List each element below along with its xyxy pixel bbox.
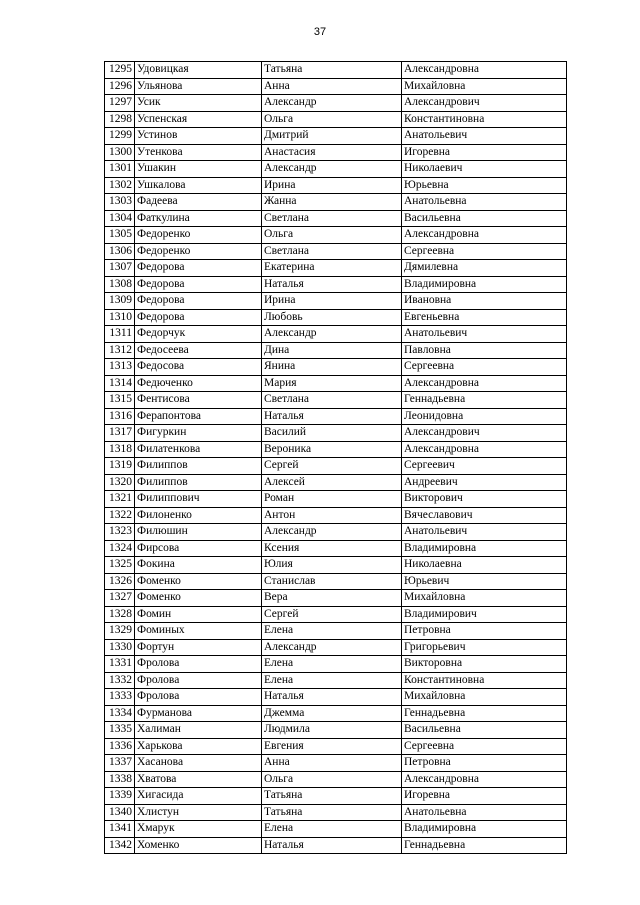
patronymic-cell: Александровна xyxy=(402,375,567,392)
last-name-cell: Фролова xyxy=(135,689,262,706)
row-number-cell: 1321 xyxy=(105,491,135,508)
row-number-cell: 1325 xyxy=(105,557,135,574)
last-name-cell: Федоренко xyxy=(135,243,262,260)
first-name-cell: Александр xyxy=(262,524,402,541)
last-name-cell: Ушакин xyxy=(135,161,262,178)
patronymic-cell: Николаевич xyxy=(402,161,567,178)
row-number-cell: 1301 xyxy=(105,161,135,178)
table-row xyxy=(105,639,567,656)
row-number-cell: 1307 xyxy=(105,260,135,277)
last-name-cell: Филиппович xyxy=(135,491,262,508)
row-number-cell: 1323 xyxy=(105,524,135,541)
last-name-cell: Хватова xyxy=(135,771,262,788)
name-list-body xyxy=(105,62,567,854)
row-number-cell: 1318 xyxy=(105,441,135,458)
first-name-cell: Антон xyxy=(262,507,402,524)
patronymic-cell: Константиновна xyxy=(402,111,567,128)
first-name-cell: Елена xyxy=(262,821,402,838)
row-number-cell: 1339 xyxy=(105,788,135,805)
patronymic-cell: Вячеславович xyxy=(402,507,567,524)
first-name-cell: Александр xyxy=(262,326,402,343)
first-name-cell: Татьяна xyxy=(262,788,402,805)
patronymic-cell: Игоревна xyxy=(402,144,567,161)
last-name-cell: Хасанова xyxy=(135,755,262,772)
last-name-cell: Харькова xyxy=(135,738,262,755)
patronymic-cell: Владимировна xyxy=(402,276,567,293)
row-number-cell: 1313 xyxy=(105,359,135,376)
patronymic-cell: Владимировна xyxy=(402,540,567,557)
patronymic-cell: Юрьевна xyxy=(402,177,567,194)
last-name-cell: Фокина xyxy=(135,557,262,574)
last-name-cell: Филатенкова xyxy=(135,441,262,458)
last-name-cell: Фаткулина xyxy=(135,210,262,227)
last-name-cell: Удовицкая xyxy=(135,62,262,79)
table-row xyxy=(105,293,567,310)
table-row xyxy=(105,111,567,128)
table-row xyxy=(105,557,567,574)
row-number-cell: 1326 xyxy=(105,573,135,590)
patronymic-cell: Александровна xyxy=(402,62,567,79)
table-row xyxy=(105,804,567,821)
table-row xyxy=(105,408,567,425)
row-number-cell: 1297 xyxy=(105,95,135,112)
first-name-cell: Ольга xyxy=(262,227,402,244)
row-number-cell: 1322 xyxy=(105,507,135,524)
table-row xyxy=(105,689,567,706)
patronymic-cell: Петровна xyxy=(402,623,567,640)
page-number: 37 xyxy=(313,26,327,38)
first-name-cell: Наталья xyxy=(262,276,402,293)
table-row xyxy=(105,771,567,788)
row-number-cell: 1300 xyxy=(105,144,135,161)
table-row xyxy=(105,524,567,541)
first-name-cell: Елена xyxy=(262,672,402,689)
first-name-cell: Анастасия xyxy=(262,144,402,161)
table-row xyxy=(105,309,567,326)
patronymic-cell: Александрович xyxy=(402,425,567,442)
table-row xyxy=(105,837,567,854)
table-row xyxy=(105,243,567,260)
patronymic-cell: Павловна xyxy=(402,342,567,359)
row-number-cell: 1298 xyxy=(105,111,135,128)
last-name-cell: Фортун xyxy=(135,639,262,656)
first-name-cell: Станислав xyxy=(262,573,402,590)
table-row xyxy=(105,392,567,409)
last-name-cell: Федорова xyxy=(135,276,262,293)
first-name-cell: Вера xyxy=(262,590,402,607)
first-name-cell: Александр xyxy=(262,95,402,112)
patronymic-cell: Геннадьевна xyxy=(402,837,567,854)
last-name-cell: Филиппов xyxy=(135,458,262,475)
table-row xyxy=(105,474,567,491)
last-name-cell: Федюченко xyxy=(135,375,262,392)
patronymic-cell: Анатольевич xyxy=(402,326,567,343)
table-row xyxy=(105,788,567,805)
last-name-cell: Федорова xyxy=(135,293,262,310)
table-row xyxy=(105,194,567,211)
patronymic-cell: Евгеньевна xyxy=(402,309,567,326)
row-number-cell: 1308 xyxy=(105,276,135,293)
last-name-cell: Хлистун xyxy=(135,804,262,821)
table-row xyxy=(105,260,567,277)
table-row xyxy=(105,705,567,722)
table-row xyxy=(105,606,567,623)
patronymic-cell: Леонидовна xyxy=(402,408,567,425)
patronymic-cell: Юрьевич xyxy=(402,573,567,590)
last-name-cell: Федосова xyxy=(135,359,262,376)
row-number-cell: 1324 xyxy=(105,540,135,557)
table-row xyxy=(105,441,567,458)
first-name-cell: Елена xyxy=(262,623,402,640)
row-number-cell: 1331 xyxy=(105,656,135,673)
patronymic-cell: Михайловна xyxy=(402,689,567,706)
last-name-cell: Федорова xyxy=(135,309,262,326)
row-number-cell: 1299 xyxy=(105,128,135,145)
patronymic-cell: Анатольевна xyxy=(402,804,567,821)
patronymic-cell: Григорьевич xyxy=(402,639,567,656)
table-row xyxy=(105,177,567,194)
row-number-cell: 1305 xyxy=(105,227,135,244)
first-name-cell: Дина xyxy=(262,342,402,359)
last-name-cell: Хигасида xyxy=(135,788,262,805)
patronymic-cell: Сергеевич xyxy=(402,458,567,475)
first-name-cell: Вероника xyxy=(262,441,402,458)
last-name-cell: Федорова xyxy=(135,260,262,277)
row-number-cell: 1336 xyxy=(105,738,135,755)
patronymic-cell: Михайловна xyxy=(402,590,567,607)
first-name-cell: Жанна xyxy=(262,194,402,211)
last-name-cell: Фоменко xyxy=(135,590,262,607)
patronymic-cell: Константиновна xyxy=(402,672,567,689)
first-name-cell: Дмитрий xyxy=(262,128,402,145)
first-name-cell: Ольга xyxy=(262,771,402,788)
last-name-cell: Фомин xyxy=(135,606,262,623)
first-name-cell: Алексей xyxy=(262,474,402,491)
first-name-cell: Татьяна xyxy=(262,62,402,79)
first-name-cell: Сергей xyxy=(262,606,402,623)
patronymic-cell: Александрович xyxy=(402,95,567,112)
row-number-cell: 1338 xyxy=(105,771,135,788)
last-name-cell: Филоненко xyxy=(135,507,262,524)
row-number-cell: 1330 xyxy=(105,639,135,656)
last-name-cell: Филиппов xyxy=(135,474,262,491)
row-number-cell: 1342 xyxy=(105,837,135,854)
table-row xyxy=(105,738,567,755)
last-name-cell: Федосеева xyxy=(135,342,262,359)
table-row xyxy=(105,425,567,442)
patronymic-cell: Александровна xyxy=(402,441,567,458)
row-number-cell: 1310 xyxy=(105,309,135,326)
patronymic-cell: Владимировна xyxy=(402,821,567,838)
patronymic-cell: Анатольевич xyxy=(402,524,567,541)
first-name-cell: Ирина xyxy=(262,293,402,310)
row-number-cell: 1296 xyxy=(105,78,135,95)
row-number-cell: 1328 xyxy=(105,606,135,623)
last-name-cell: Халиман xyxy=(135,722,262,739)
table-row xyxy=(105,210,567,227)
last-name-cell: Ушкалова xyxy=(135,177,262,194)
last-name-cell: Ферапонтова xyxy=(135,408,262,425)
patronymic-cell: Анатольевна xyxy=(402,194,567,211)
table-row xyxy=(105,507,567,524)
first-name-cell: Анна xyxy=(262,755,402,772)
table-row xyxy=(105,144,567,161)
patronymic-cell: Сергеевна xyxy=(402,243,567,260)
row-number-cell: 1312 xyxy=(105,342,135,359)
patronymic-cell: Ивановна xyxy=(402,293,567,310)
table-row xyxy=(105,623,567,640)
table-row xyxy=(105,78,567,95)
first-name-cell: Екатерина xyxy=(262,260,402,277)
first-name-cell: Мария xyxy=(262,375,402,392)
table-row xyxy=(105,491,567,508)
row-number-cell: 1317 xyxy=(105,425,135,442)
table-row xyxy=(105,128,567,145)
table-row xyxy=(105,276,567,293)
patronymic-cell: Геннадьевна xyxy=(402,705,567,722)
first-name-cell: Янина xyxy=(262,359,402,376)
patronymic-cell: Васильевна xyxy=(402,210,567,227)
first-name-cell: Роман xyxy=(262,491,402,508)
row-number-cell: 1311 xyxy=(105,326,135,343)
first-name-cell: Светлана xyxy=(262,392,402,409)
first-name-cell: Ксения xyxy=(262,540,402,557)
first-name-cell: Александр xyxy=(262,161,402,178)
row-number-cell: 1303 xyxy=(105,194,135,211)
last-name-cell: Хмарук xyxy=(135,821,262,838)
patronymic-cell: Викторовна xyxy=(402,656,567,673)
first-name-cell: Василий xyxy=(262,425,402,442)
last-name-cell: Успенская xyxy=(135,111,262,128)
row-number-cell: 1337 xyxy=(105,755,135,772)
last-name-cell: Фадеева xyxy=(135,194,262,211)
first-name-cell: Ольга xyxy=(262,111,402,128)
table-row xyxy=(105,722,567,739)
first-name-cell: Сергей xyxy=(262,458,402,475)
table-row xyxy=(105,672,567,689)
last-name-cell: Усик xyxy=(135,95,262,112)
row-number-cell: 1319 xyxy=(105,458,135,475)
row-number-cell: 1320 xyxy=(105,474,135,491)
table-row xyxy=(105,95,567,112)
patronymic-cell: Александровна xyxy=(402,227,567,244)
last-name-cell: Фирсова xyxy=(135,540,262,557)
first-name-cell: Наталья xyxy=(262,837,402,854)
patronymic-cell: Дямилевна xyxy=(402,260,567,277)
row-number-cell: 1334 xyxy=(105,705,135,722)
patronymic-cell: Александровна xyxy=(402,771,567,788)
row-number-cell: 1332 xyxy=(105,672,135,689)
first-name-cell: Татьяна xyxy=(262,804,402,821)
table-row xyxy=(105,359,567,376)
first-name-cell: Наталья xyxy=(262,689,402,706)
last-name-cell: Хоменко xyxy=(135,837,262,854)
patronymic-cell: Геннадьевна xyxy=(402,392,567,409)
row-number-cell: 1295 xyxy=(105,62,135,79)
first-name-cell: Джемма xyxy=(262,705,402,722)
table-row xyxy=(105,227,567,244)
row-number-cell: 1341 xyxy=(105,821,135,838)
row-number-cell: 1304 xyxy=(105,210,135,227)
last-name-cell: Фентисова xyxy=(135,392,262,409)
table-row xyxy=(105,540,567,557)
patronymic-cell: Викторович xyxy=(402,491,567,508)
patronymic-cell: Владимирович xyxy=(402,606,567,623)
patronymic-cell: Анатольевич xyxy=(402,128,567,145)
first-name-cell: Александр xyxy=(262,639,402,656)
first-name-cell: Евгения xyxy=(262,738,402,755)
patronymic-cell: Сергеевна xyxy=(402,359,567,376)
table-row xyxy=(105,375,567,392)
last-name-cell: Федорчук xyxy=(135,326,262,343)
row-number-cell: 1327 xyxy=(105,590,135,607)
first-name-cell: Наталья xyxy=(262,408,402,425)
patronymic-cell: Андреевич xyxy=(402,474,567,491)
last-name-cell: Ульянова xyxy=(135,78,262,95)
table-row xyxy=(105,62,567,79)
patronymic-cell: Николаевна xyxy=(402,557,567,574)
table-row xyxy=(105,342,567,359)
patronymic-cell: Михайловна xyxy=(402,78,567,95)
last-name-cell: Фоменко xyxy=(135,573,262,590)
patronymic-cell: Петровна xyxy=(402,755,567,772)
name-list-table xyxy=(104,61,567,854)
first-name-cell: Светлана xyxy=(262,243,402,260)
last-name-cell: Фролова xyxy=(135,656,262,673)
table-row xyxy=(105,573,567,590)
row-number-cell: 1329 xyxy=(105,623,135,640)
last-name-cell: Фурманова xyxy=(135,705,262,722)
table-row xyxy=(105,590,567,607)
first-name-cell: Анна xyxy=(262,78,402,95)
last-name-cell: Фоминых xyxy=(135,623,262,640)
table-row xyxy=(105,656,567,673)
row-number-cell: 1340 xyxy=(105,804,135,821)
last-name-cell: Филюшин xyxy=(135,524,262,541)
first-name-cell: Юлия xyxy=(262,557,402,574)
row-number-cell: 1314 xyxy=(105,375,135,392)
row-number-cell: 1309 xyxy=(105,293,135,310)
row-number-cell: 1302 xyxy=(105,177,135,194)
last-name-cell: Устинов xyxy=(135,128,262,145)
table-row xyxy=(105,326,567,343)
table-row xyxy=(105,821,567,838)
patronymic-cell: Сергеевна xyxy=(402,738,567,755)
first-name-cell: Любовь xyxy=(262,309,402,326)
table-row xyxy=(105,161,567,178)
first-name-cell: Ирина xyxy=(262,177,402,194)
last-name-cell: Фролова xyxy=(135,672,262,689)
row-number-cell: 1306 xyxy=(105,243,135,260)
table-row xyxy=(105,458,567,475)
row-number-cell: 1315 xyxy=(105,392,135,409)
last-name-cell: Федоренко xyxy=(135,227,262,244)
row-number-cell: 1333 xyxy=(105,689,135,706)
first-name-cell: Людмила xyxy=(262,722,402,739)
last-name-cell: Утенкова xyxy=(135,144,262,161)
patronymic-cell: Игоревна xyxy=(402,788,567,805)
patronymic-cell: Васильевна xyxy=(402,722,567,739)
row-number-cell: 1316 xyxy=(105,408,135,425)
row-number-cell: 1335 xyxy=(105,722,135,739)
first-name-cell: Светлана xyxy=(262,210,402,227)
table-row xyxy=(105,755,567,772)
last-name-cell: Фигуркин xyxy=(135,425,262,442)
first-name-cell: Елена xyxy=(262,656,402,673)
